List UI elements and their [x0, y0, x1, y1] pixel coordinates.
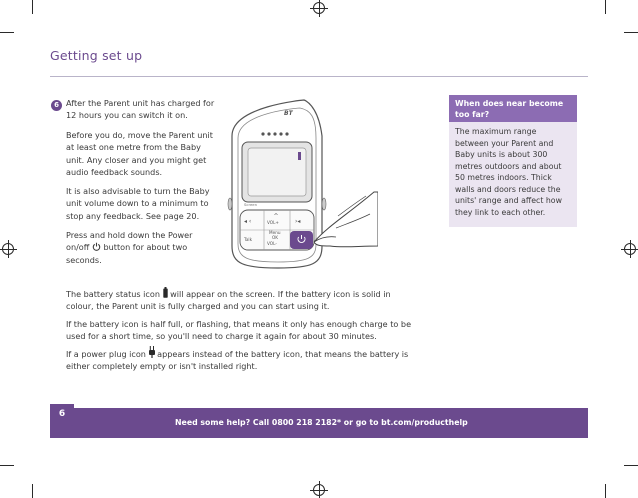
- device-vol-minus-label: VOL-: [267, 241, 277, 246]
- crop-mark: [624, 465, 638, 466]
- step-paragraph-2: Before you do, move the Parent unit at least one metre from the Baby unit. Any closer and you might get audio feedback sounds.: [66, 130, 213, 178]
- sidebar-body: The maximum range between your Parent and Baby units is about 300 metres outdoors and about 50 metres indoors. Thick walls and doors reduce the units' range and affect how they link to each other.: [449, 122, 577, 227]
- crop-mark: [32, 484, 33, 498]
- device-ok-label: OK: [272, 235, 279, 240]
- step-paragraph-1: After the Parent unit has charged for 12 hours you can switch it on.: [66, 98, 215, 121]
- svg-text:^: ^: [273, 213, 279, 220]
- page-title: Getting set up: [50, 48, 143, 63]
- registration-mark-icon: [313, 484, 325, 496]
- power-instruction-text: Press and hold down the Power on/off: [66, 230, 193, 253]
- page-number: 6: [50, 404, 74, 426]
- plug-text-before-icon: If a power plug icon: [66, 349, 146, 359]
- device-brand-label: BT: [284, 110, 293, 117]
- sidebar-heading: When does near become too far?: [449, 95, 577, 122]
- device-menu-label: Menu: [269, 230, 281, 235]
- crop-mark: [32, 0, 33, 14]
- registration-mark-icon: [624, 243, 636, 255]
- device-vol-plus-label: VOL+: [267, 220, 279, 225]
- power-instruction-suffix: button for about two seconds.: [66, 242, 188, 265]
- battery-text-after-icon: will appear on the screen. If the battery icon is solid in colour, the Parent unit is fully charged and you can start using it.: [66, 289, 391, 312]
- step-paragraph-3: It is also advisable to turn the Baby unit volume down to a minimum to stop any feedback. See page 20.: [66, 186, 210, 221]
- header-divider: [50, 76, 588, 77]
- step-number-badge: 6: [51, 100, 62, 111]
- parent-unit-illustration: [218, 96, 378, 272]
- svg-text:›◂: ›◂: [295, 218, 301, 225]
- battery-paragraph-1: [66, 287, 416, 313]
- power-plug-icon: [149, 346, 155, 358]
- registration-mark-icon: [2, 243, 14, 255]
- crop-mark: [605, 484, 606, 498]
- crop-mark: [624, 32, 638, 33]
- battery-text-before-icon: The battery status icon: [66, 289, 160, 299]
- device-talk-label: Talk: [244, 237, 253, 242]
- device-screen-label: Screen: [244, 202, 258, 207]
- power-icon: [92, 242, 101, 251]
- battery-paragraph-2: If the battery icon is half full, or flashing, that means it only has enough charge to be used for a short time, so you'll need to charge it again for about 30 minutes.: [66, 319, 412, 342]
- crop-mark: [0, 465, 14, 466]
- battery-icon: [163, 287, 168, 298]
- crop-mark: [605, 0, 606, 14]
- crop-mark: [0, 32, 14, 33]
- battery-paragraph-3: [66, 346, 416, 373]
- plug-text-after-icon: appears instead of the battery icon, that means the battery is either completely empty or isn't installed right.: [66, 349, 409, 372]
- registration-mark-icon: [313, 2, 325, 14]
- help-line-link[interactable]: Need some help? Call 0800 218 2182* or go to bt.com/producthelp: [175, 418, 468, 427]
- svg-text:◂ ‹: ◂ ‹: [244, 218, 252, 225]
- step-paragraph-4: [66, 229, 216, 266]
